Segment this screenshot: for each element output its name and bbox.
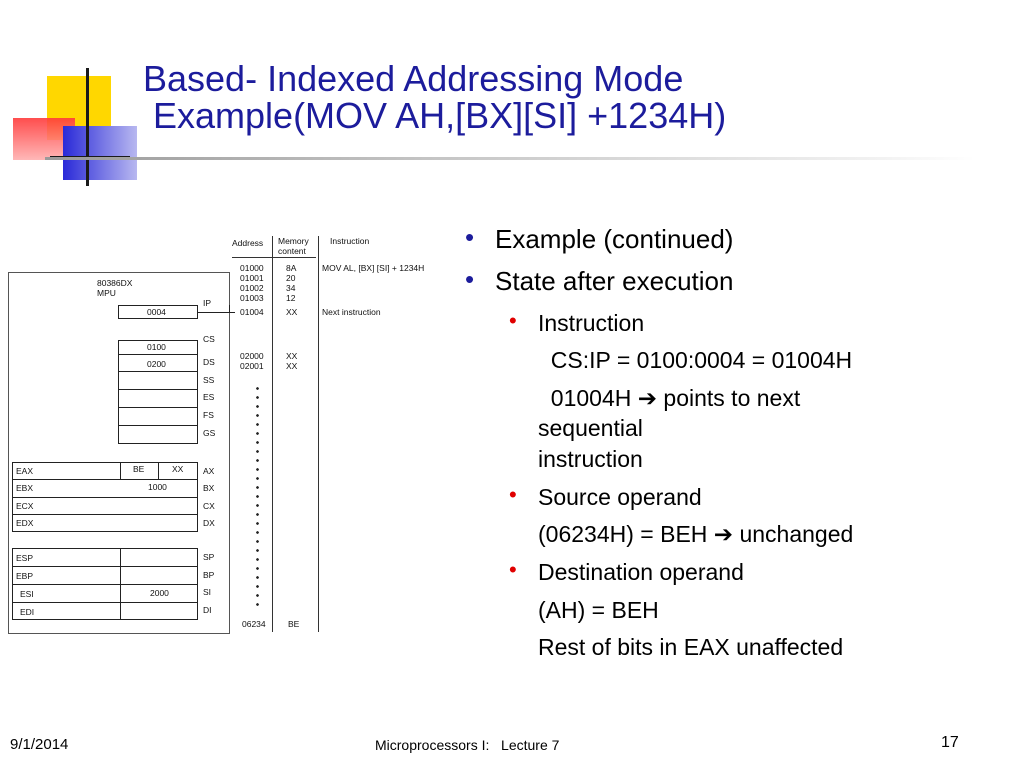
destination-value-line: (AH) = BEH xyxy=(538,597,659,623)
register-divider xyxy=(12,497,198,498)
register-divider xyxy=(118,354,198,355)
bullet-example-continued xyxy=(465,222,734,254)
register-divider xyxy=(158,462,159,479)
bullet-dot-icon: • xyxy=(509,308,517,333)
eax-label: EAX xyxy=(16,466,34,476)
memory-address: 01002 xyxy=(240,283,264,293)
gs-label: GS xyxy=(203,428,216,438)
si-label: SI xyxy=(203,587,212,597)
bullet-dot-icon: • xyxy=(509,482,517,507)
ebp-label: EBP xyxy=(16,571,34,581)
memory-content: XX xyxy=(286,361,298,371)
register-divider xyxy=(118,371,198,372)
footer-course: Microprocessors I: Lecture 7 xyxy=(375,737,560,753)
register-divider xyxy=(118,425,198,426)
subbullet-destination-operand xyxy=(509,557,744,587)
edx-label: EDX xyxy=(16,518,34,528)
footer-date: 9/1/2014 xyxy=(10,736,69,753)
memory-content: XX xyxy=(286,307,298,317)
subbullet-text: Source operand xyxy=(538,484,702,510)
si-value: 2000 xyxy=(150,588,169,598)
memory-content: BE xyxy=(288,619,300,629)
bp-label: BP xyxy=(203,570,215,580)
sequential-line: sequential xyxy=(538,415,643,441)
dx-label: DX xyxy=(203,518,215,528)
ecx-label: ECX xyxy=(16,501,34,511)
memory-continuation-dots xyxy=(256,384,259,606)
subbullet-source-operand xyxy=(509,482,702,512)
subbullet-text: Destination operand xyxy=(538,559,744,585)
ax-label: AX xyxy=(203,466,215,476)
text-part: points to next xyxy=(657,385,801,411)
al-value: XX xyxy=(172,464,184,474)
memory-address: 01001 xyxy=(240,273,264,283)
ip-register xyxy=(118,305,198,319)
bullet-text: Example (continued) xyxy=(495,224,734,254)
subbullet-instruction xyxy=(509,308,645,338)
cs-value: 0100 xyxy=(147,342,166,352)
esi-label: ESI xyxy=(20,589,34,599)
subbullet-text: Instruction xyxy=(538,310,645,336)
register-divider xyxy=(120,548,121,620)
arrow-right-icon: ➔ xyxy=(637,385,658,411)
register-divider xyxy=(118,389,198,390)
ip-label: IP xyxy=(203,298,212,308)
bullet-state-after-execution xyxy=(465,264,734,296)
next-instruction-line xyxy=(538,383,800,413)
text-part: 01004H xyxy=(538,385,638,411)
decoration-vertical-line xyxy=(86,68,89,186)
bullet-dot-icon: • xyxy=(509,557,517,582)
text-part: unchanged xyxy=(733,521,854,547)
ds-label: DS xyxy=(203,357,215,367)
ah-value: BE xyxy=(133,464,145,474)
memory-address: 01003 xyxy=(240,293,264,303)
ip-pointer-arrow xyxy=(229,312,235,313)
bullet-dot-icon: • xyxy=(465,264,475,294)
register-memory-diagram xyxy=(0,226,450,646)
memory-header-line2: content xyxy=(278,246,306,256)
decoration-blue-square xyxy=(63,126,137,180)
memory-address: 02000 xyxy=(240,351,264,361)
fs-label: FS xyxy=(203,410,214,420)
instruction-line: instruction xyxy=(538,446,643,472)
memory-header-line1: Memory xyxy=(278,236,309,246)
memory-column-line xyxy=(272,236,273,632)
slide-title xyxy=(143,60,1003,134)
esp-label: ESP xyxy=(16,553,34,563)
memory-address: 01000 xyxy=(240,263,264,273)
edi-label: EDI xyxy=(20,607,35,617)
memory-note: MOV AL, [BX] [SI] + 1234H xyxy=(322,263,425,273)
register-divider xyxy=(120,462,121,479)
eax-rest-line: Rest of bits in EAX unaffected xyxy=(538,634,844,660)
register-divider xyxy=(12,479,198,480)
cx-label: CX xyxy=(203,501,215,511)
source-value-line xyxy=(538,519,853,549)
instruction-header: Instruction xyxy=(330,236,370,246)
ip-pointer-line xyxy=(198,312,230,313)
memory-content: XX xyxy=(286,351,298,361)
slide-title-line2: Example(MOV AH,[BX][SI] +1234H) xyxy=(143,95,727,136)
bullet-dot-icon: • xyxy=(465,222,475,252)
memory-header-line xyxy=(232,257,316,258)
cs-label: CS xyxy=(203,334,215,344)
segment-register-block xyxy=(118,340,198,444)
slide-number: 17 xyxy=(941,734,959,751)
memory-content: 12 xyxy=(286,293,296,303)
memory-content: 20 xyxy=(286,273,296,283)
memory-content: 8A xyxy=(286,263,297,273)
memory-address: 01004 xyxy=(240,307,264,317)
ds-value: 0200 xyxy=(147,359,166,369)
memory-column-line xyxy=(318,236,319,632)
ebx-label: EBX xyxy=(16,483,34,493)
es-label: ES xyxy=(203,392,215,402)
title-divider xyxy=(45,157,975,160)
slide-title-line1: Based- Indexed Addressing Mode xyxy=(143,58,684,99)
cpu-label-line2: MPU xyxy=(97,288,116,298)
bx-label: BX xyxy=(203,483,215,493)
memory-note: Next instruction xyxy=(322,307,381,317)
register-divider xyxy=(12,566,198,567)
memory-address: 06234 xyxy=(242,619,266,629)
ss-label: SS xyxy=(203,375,215,385)
memory-address: 02001 xyxy=(240,361,264,371)
address-header: Address xyxy=(232,238,264,248)
register-divider xyxy=(12,514,198,515)
arrow-right-icon: ➔ xyxy=(713,521,734,547)
ip-value: 0004 xyxy=(147,307,166,317)
memory-content: 34 xyxy=(286,283,296,293)
bullet-text: State after execution xyxy=(495,266,734,296)
register-divider xyxy=(118,407,198,408)
di-label: DI xyxy=(203,605,212,615)
sp-label: SP xyxy=(203,552,215,562)
register-divider xyxy=(12,602,198,603)
cpu-label-line1: 80386DX xyxy=(97,278,133,288)
cs-ip-line: CS:IP = 0100:0004 = 01004H xyxy=(538,347,853,373)
bx-value: 1000 xyxy=(148,482,167,492)
register-divider xyxy=(12,584,198,585)
text-part: (06234H) = BEH xyxy=(538,521,714,547)
